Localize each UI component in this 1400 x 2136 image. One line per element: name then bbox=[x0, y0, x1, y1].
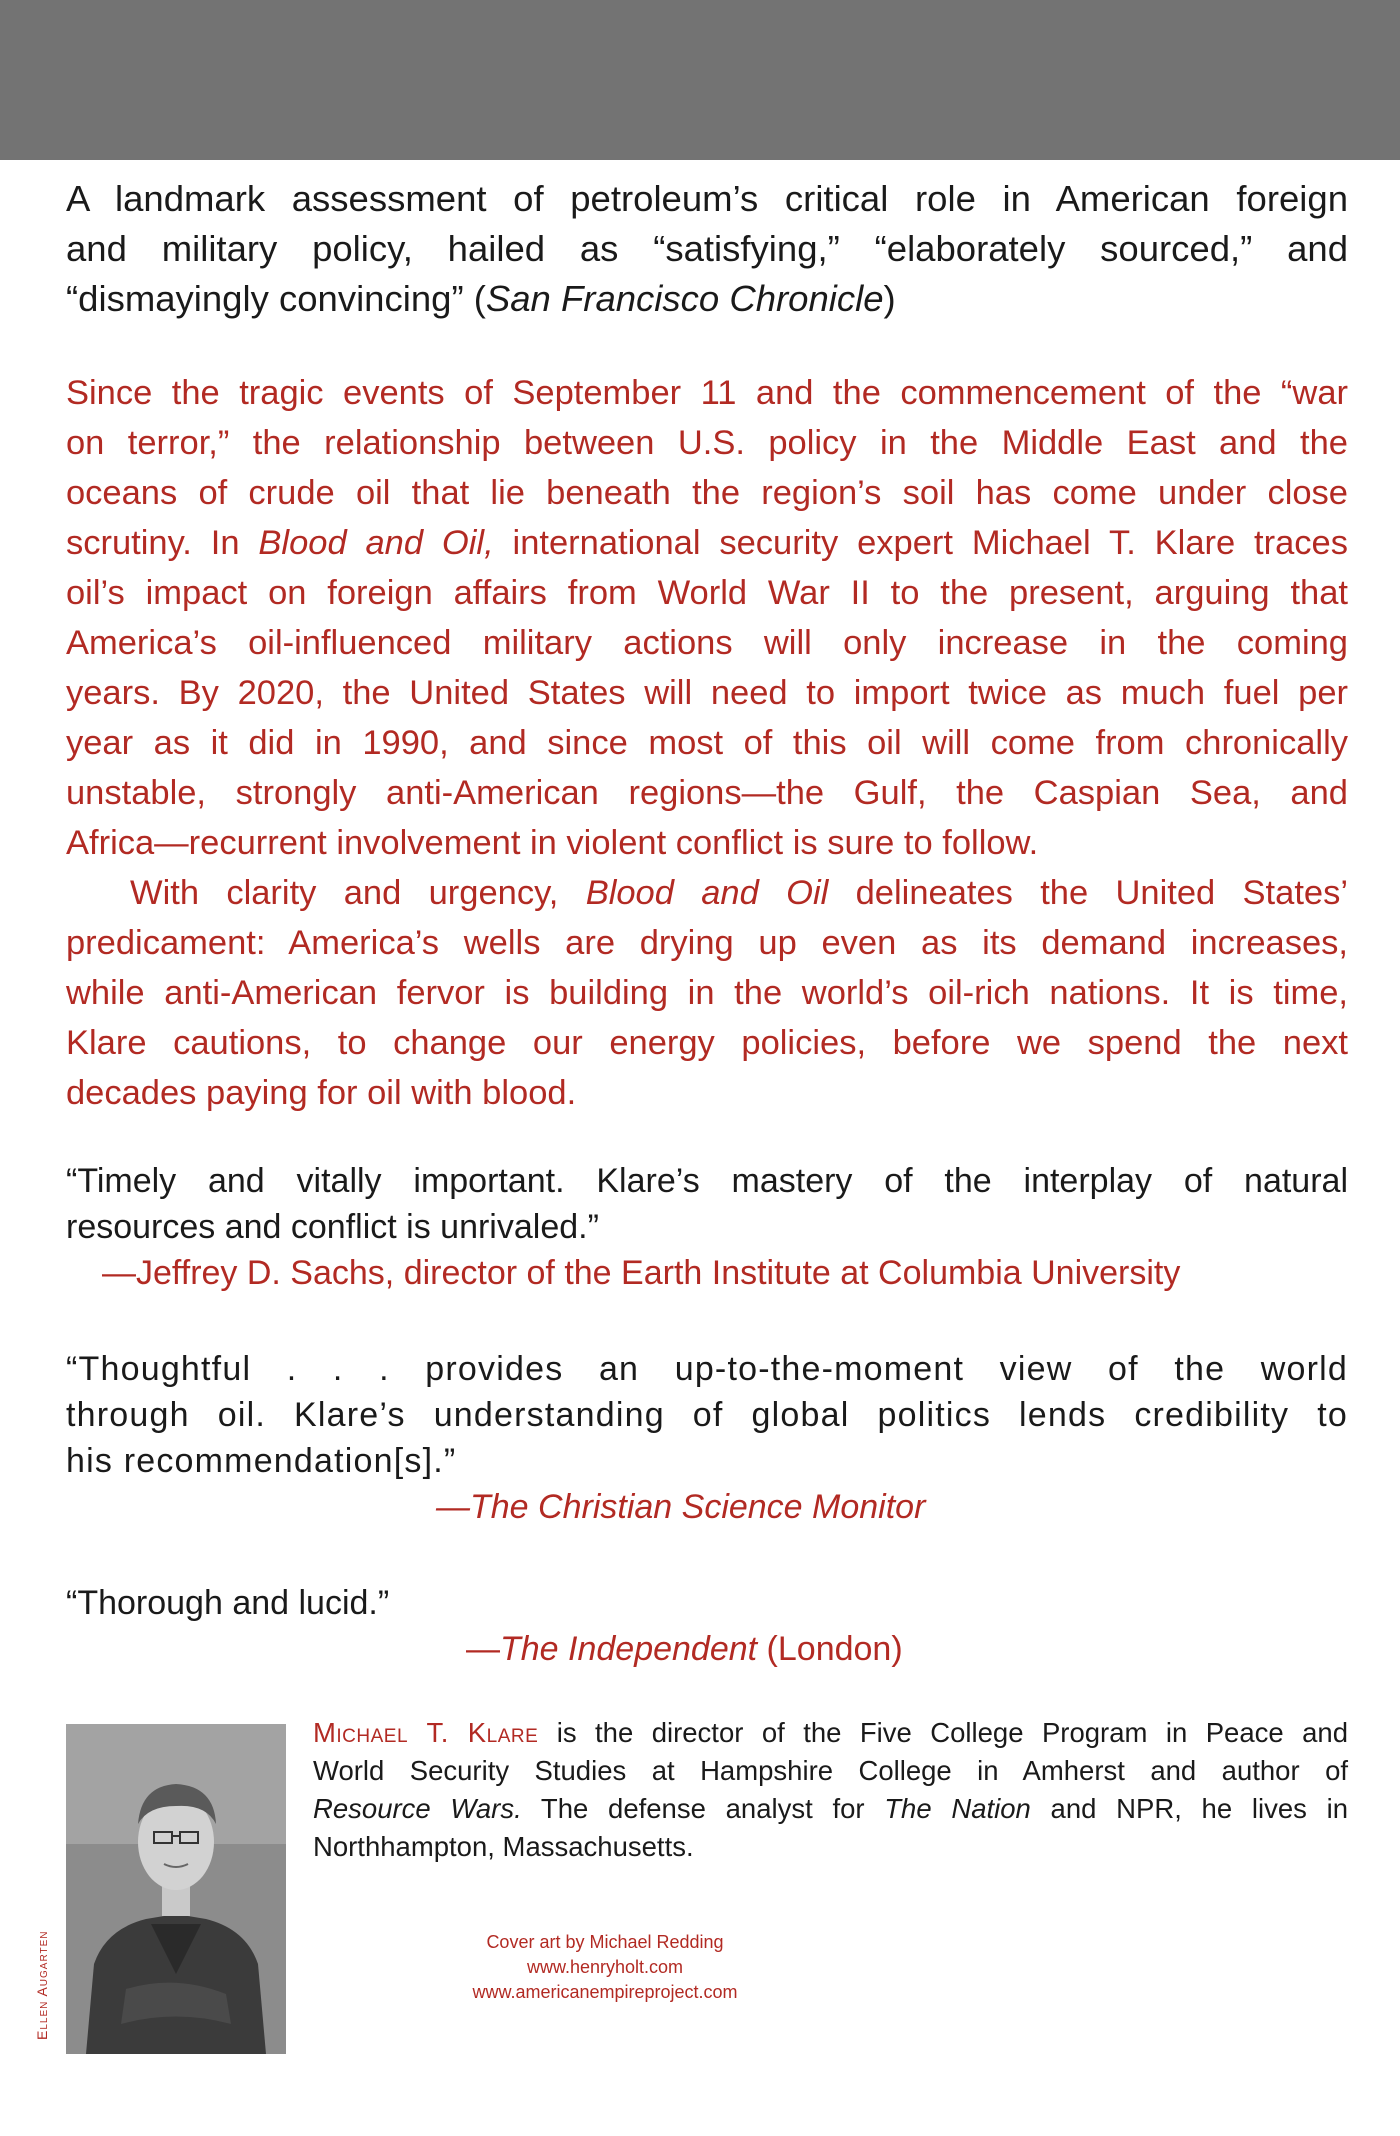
author-name: Michael T. Klare bbox=[313, 1717, 539, 1748]
quote-line: “Thoughtful . . . provides an up-to-the-moment view of the world bbox=[66, 1350, 1348, 1388]
review-quote-1 bbox=[66, 1158, 1348, 1296]
description-line: unstable, strongly anti-American regions—the Gulf, the Caspian Sea, and bbox=[66, 774, 1348, 812]
attribution-location: (London) bbox=[757, 1630, 903, 1668]
description-line: decades paying for oil with blood. bbox=[66, 1074, 577, 1112]
quote-line: “Thorough and lucid.” bbox=[66, 1584, 390, 1622]
cover-credits bbox=[420, 1930, 790, 2005]
bio-line bbox=[313, 1790, 1348, 1828]
description-line: oil’s impact on foreign affairs from World War II to the present, arguing that bbox=[66, 574, 1348, 612]
description bbox=[66, 368, 1348, 1118]
quote-attribution bbox=[436, 1484, 1400, 1530]
headline-source: San Francisco Chronicle bbox=[485, 278, 884, 319]
quote-attribution: —Jeffrey D. Sachs, director of the Earth Institute at Columbia University bbox=[102, 1254, 1181, 1292]
description-line: years. By 2020, the United States will need to import twice as much fuel per bbox=[66, 674, 1348, 712]
headline-text: ) bbox=[883, 278, 896, 319]
project-url: www.americanempireproject.com bbox=[472, 1982, 738, 2002]
photo-credit: Ellen Augarten bbox=[34, 1930, 50, 2040]
description-line: America’s oil-influenced military actions will only increase in the coming bbox=[66, 624, 1348, 662]
headline-text: “dismayingly convincing” ( bbox=[66, 278, 486, 319]
quote-line: his recommendation[s].” bbox=[66, 1442, 457, 1480]
description-line: predicament: America’s wells are drying up even as its demand increases, bbox=[66, 924, 1348, 962]
author-bio bbox=[313, 1714, 1348, 1866]
bio-text: The defense analyst for bbox=[521, 1793, 885, 1824]
bio-line: World Security Studies at Hampshire College in Amherst and author of bbox=[313, 1755, 1348, 1786]
author-portrait-image bbox=[66, 1724, 286, 2054]
description-text: delineates the United States’ bbox=[828, 874, 1349, 912]
bio-line bbox=[313, 1714, 1348, 1752]
book-title: Blood and Oil bbox=[585, 874, 829, 912]
bio-text: is the director of the Five College Program in Peace and bbox=[538, 1717, 1348, 1748]
description-line: oceans of crude oil that lie beneath the region’s soil has come under close bbox=[66, 474, 1348, 512]
description-line: Klare cautions, to change our energy policies, before we spend the next bbox=[66, 1024, 1348, 1062]
attribution-source: —The Christian Science Monitor bbox=[436, 1488, 926, 1526]
book-title: Resource Wars. bbox=[313, 1793, 522, 1824]
quote-line: “Timely and vitally important. Klare’s mastery of the interplay of natural bbox=[66, 1162, 1348, 1200]
description-line: on terror,” the relationship between U.S. policy in the Middle East and the bbox=[66, 424, 1348, 462]
review-quote-3 bbox=[66, 1580, 1348, 1672]
top-band bbox=[0, 0, 1400, 160]
quote-line: resources and conflict is unrivaled.” bbox=[66, 1208, 599, 1246]
review-quote-2 bbox=[66, 1346, 1348, 1530]
cover-art-credit: Cover art by Michael Redding bbox=[486, 1932, 724, 1952]
description-line: Since the tragic events of September 11 and the commencement of the “war bbox=[66, 374, 1348, 412]
book-title: Blood and Oil, bbox=[258, 524, 494, 562]
description-text: With clarity and urgency, bbox=[130, 874, 586, 912]
author-photo bbox=[66, 1724, 286, 2054]
attribution-source: The Independent bbox=[500, 1630, 758, 1668]
description-line: while anti-American fervor is building in the world’s oil-rich nations. It is time, bbox=[66, 974, 1348, 1012]
headline-line: A landmark assessment of petroleum’s critical role in American foreign bbox=[66, 178, 1348, 219]
bio-text: and NPR, he lives in bbox=[1030, 1793, 1348, 1824]
publication-title: The Nation bbox=[884, 1793, 1031, 1824]
attribution-dash: — bbox=[466, 1630, 500, 1668]
quote-attribution bbox=[466, 1626, 1400, 1672]
headline-line bbox=[66, 274, 1348, 324]
headline bbox=[66, 174, 1348, 324]
quote-line: through oil. Klare’s understanding of global politics lends credibility to bbox=[66, 1396, 1348, 1434]
description-text: scrutiny. In bbox=[66, 524, 259, 562]
publisher-url: www.henryholt.com bbox=[526, 1957, 684, 1977]
description-line bbox=[66, 518, 1348, 568]
description-line: Africa—recurrent involvement in violent conflict is sure to follow. bbox=[66, 824, 1039, 862]
headline-line: and military policy, hailed as “satisfying,” “elaborately sourced,” and bbox=[66, 228, 1348, 269]
description-text: international security expert Michael T. Klare traces bbox=[493, 524, 1348, 562]
description-line: year as it did in 1990, and since most of this oil will come from chronically bbox=[66, 724, 1348, 762]
description-line bbox=[66, 868, 1348, 918]
bio-line: Northhampton, Massachusetts. bbox=[313, 1831, 694, 1862]
